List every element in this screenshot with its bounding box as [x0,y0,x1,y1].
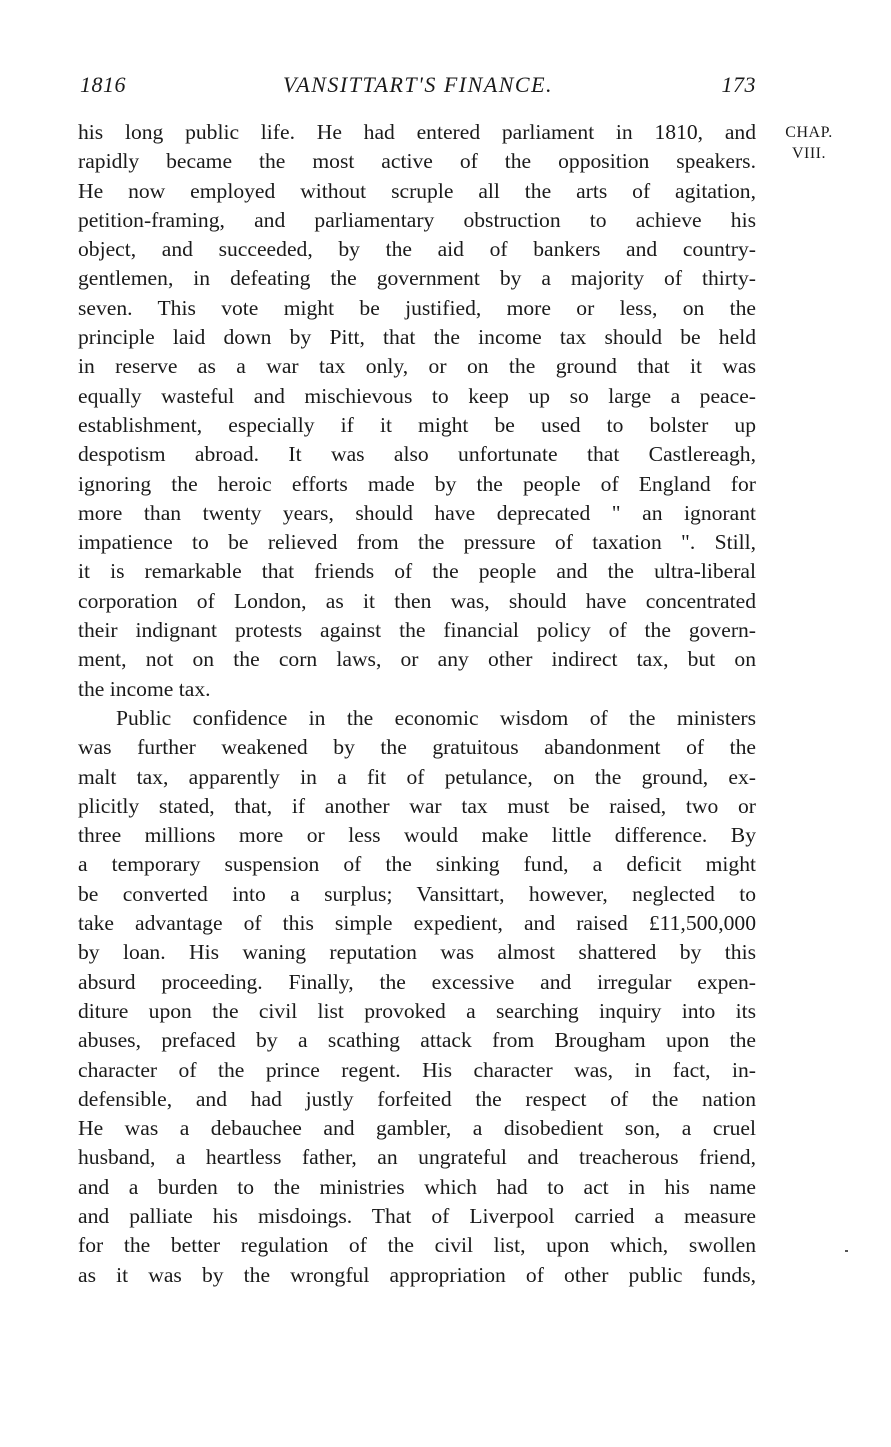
text-line: object, and succeeded, by the aid of bankers and country- [78,237,756,262]
text-line: it is remarkable that friends of the people and the ultra-liberal [78,559,756,584]
text-line: Public confidence in the economic wisdom of the ministers [116,705,756,730]
paragraph-1 [78,118,756,704]
text-line: was further weakened by the gratuitous abandonment of the [78,735,756,760]
text-line: He was a debauchee and gambler, a disobedient son, a cruel [78,1116,756,1141]
text-line: gentlemen, in defeating the government by a majority of thirty- [78,266,756,291]
text-line: abuses, prefaced by a scathing attack from Brougham upon the [78,1028,756,1053]
text-line: impatience to be relieved from the pressure of taxation ". Still, [78,530,756,555]
text-line: husband, a heartless father, an ungrateful and treacherous friend, [78,1145,756,1170]
scan-speck [845,1250,848,1252]
text-line: in reserve as a war tax only, or on the ground that it was [78,354,756,379]
text-line: plicitly stated, that, if another war tax must be raised, two or [78,793,756,818]
text-line: ignoring the heroic efforts made by the people of England for [78,471,756,496]
text-line: take advantage of this simple expedient, and raised £11,500,000 [78,911,756,936]
text-line: principle laid down by Pitt, that the income tax should be held [78,325,756,350]
text-line: ment, not on the corn laws, or any other indirect tax, but on [78,647,756,672]
text-line: be converted into a surplus; Vansittart, however, neglected to [78,881,756,906]
text-line: a temporary suspension of the sinking fund, a deficit might [78,852,756,877]
text-line: equally wasteful and mischievous to keep up so large a peace- [78,383,756,408]
text-line: despotism abroad. It was also unfortunate that Castlereagh, [78,442,756,467]
text-line: their indignant protests against the financial policy of the govern- [78,618,756,643]
page-number: 173 [721,72,756,97]
text-line: petition-framing, and parliamentary obstruction to achieve his [78,207,756,232]
text-line: more than twenty years, should have deprecated " an ignorant [78,500,756,525]
text-line: malt tax, apparently in a fit of petulance, on the ground, ex- [78,764,756,789]
paragraph-2 [78,704,756,1290]
text-line: He now employed without scruple all the arts of agitation, [78,178,756,203]
chapter-label: CHAP. [785,124,833,141]
chapter-margin-note [774,122,844,164]
text-line: by loan. His waning reputation was almost shattered by this [78,940,756,965]
running-head [80,72,756,102]
text-line: absurd proceeding. Finally, the excessive and irregular expen- [78,969,756,994]
text-line: his long public life. He had entered parliament in 1810, and [78,120,756,144]
text-line: three millions more or less would make little difference. By [78,823,756,848]
body-text [78,118,756,1290]
text-line: the income tax. [78,676,211,701]
text-line: and palliate his misdoings. That of Liverpool carried a measure [78,1203,756,1228]
text-line: for the better regulation of the civil list, upon which, swollen [78,1233,756,1258]
text-line: seven. This vote might be justified, more or less, on the [78,295,756,320]
text-line: establishment, especially if it might be used to bolster up [78,412,756,437]
chapter-number: VIII. [791,145,827,162]
text-line: and a burden to the ministries which had to act in his name [78,1174,756,1199]
running-head-year: 1816 [80,72,126,97]
text-line: as it was by the wrongful appropriation of other public funds, [78,1262,756,1287]
text-line: defensible, and had justly forfeited the respect of the nation [78,1086,756,1111]
running-head-title: VANSITTART'S FINANCE. [282,72,554,97]
text-line: corporation of London, as it then was, should have concentrated [78,588,756,613]
text-line: character of the prince regent. His character was, in fact, in- [78,1057,756,1082]
text-line: diture upon the civil list provoked a searching inquiry into its [78,998,756,1023]
text-line: rapidly became the most active of the opposition speakers. [78,149,756,174]
